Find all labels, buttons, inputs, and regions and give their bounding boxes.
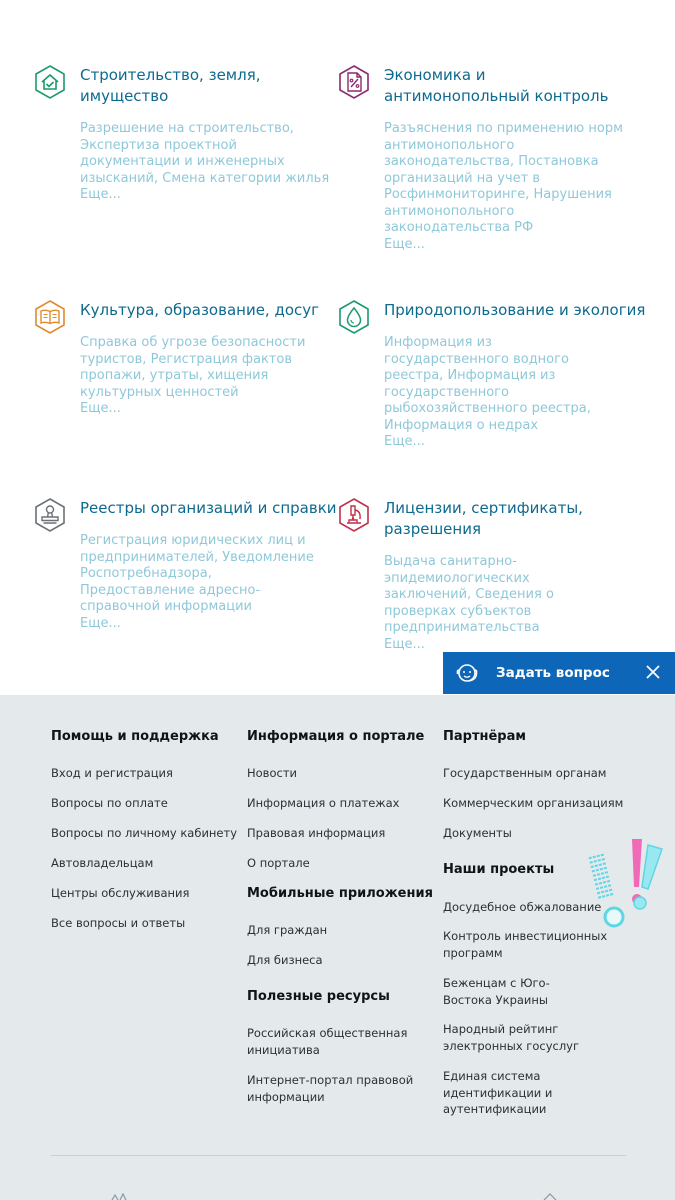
footer-link[interactable]: Досудебное обжалование bbox=[443, 900, 602, 914]
category-more-link[interactable]: Еще... bbox=[384, 236, 425, 252]
footer-heading-projects: Наши проекты bbox=[443, 862, 555, 877]
support-agent-icon bbox=[454, 660, 480, 686]
footer-divider bbox=[51, 1155, 626, 1156]
category-culture[interactable] bbox=[80, 300, 330, 418]
category-description: Разрешение на строительство, Экспертиза проектной документации и инженерных изысканий, Смена категории жилья bbox=[80, 121, 330, 186]
footer-heading-mobile: Мобильные приложения bbox=[247, 886, 433, 901]
category-licenses[interactable] bbox=[384, 498, 604, 653]
category-description: Информация из государственного водного реестра, Информация из государственного рыбохозяйственного реестра, Информация о недрах bbox=[384, 335, 591, 433]
footer-link[interactable]: Интернет-портал правовой информации bbox=[247, 1073, 414, 1104]
footer-heading-resources: Полезные ресурсы bbox=[247, 989, 390, 1004]
house-icon bbox=[32, 64, 68, 100]
category-registries[interactable] bbox=[80, 498, 337, 632]
book-icon bbox=[32, 299, 68, 335]
category-description: Разъяснения по применению норм антимонопольного законодательства, Постановка организаций на учет в Росфинмониторинге, Нарушения антимонопольного законодательства РФ bbox=[384, 121, 623, 235]
category-more-link[interactable]: Еще... bbox=[80, 187, 121, 202]
percent-document-icon bbox=[336, 64, 372, 100]
footer-link[interactable]: Автовладельцам bbox=[51, 856, 154, 870]
footer-link[interactable]: Документы bbox=[443, 826, 512, 840]
category-nature[interactable] bbox=[384, 300, 646, 451]
category-more-link[interactable]: Еще... bbox=[384, 434, 425, 449]
stamp-icon bbox=[32, 497, 68, 533]
category-title[interactable]: Строительство, земля, имущество bbox=[80, 66, 261, 105]
footer-link[interactable]: Для бизнеса bbox=[247, 953, 323, 967]
footer-link[interactable]: Вопросы по личному кабинету bbox=[51, 826, 238, 840]
footer-link[interactable]: Вопросы по оплате bbox=[51, 796, 168, 810]
footer-link[interactable]: Народный рейтинг электронных госуслуг bbox=[443, 1022, 580, 1053]
category-title[interactable]: Лицензии, сертификаты, разрешения bbox=[384, 499, 583, 538]
footer-link[interactable]: Контроль инвестиционных программ bbox=[443, 929, 608, 960]
category-title[interactable]: Природопользование и экология bbox=[384, 301, 646, 319]
footer-link[interactable]: Единая система идентификации и аутентификации bbox=[443, 1069, 553, 1116]
category-description: Справка об угрозе безопасности туристов, Регистрация фактов пропажи, утраты, хищения культурных ценностей bbox=[80, 335, 306, 400]
category-construction[interactable] bbox=[80, 65, 330, 204]
footer-link[interactable]: Государственным органам bbox=[443, 766, 607, 780]
footer-heading-portal: Информация о портале bbox=[247, 729, 425, 744]
footer-link[interactable]: Беженцам с Юго-Востока Украины bbox=[443, 976, 550, 1007]
footer-heading-help: Помощь и поддержка bbox=[51, 729, 219, 744]
category-title[interactable]: Культура, образование, досуг bbox=[80, 301, 320, 319]
category-more-link[interactable]: Еще... bbox=[384, 636, 425, 652]
ask-question-bar[interactable] bbox=[443, 652, 675, 694]
footer-link[interactable]: Для граждан bbox=[247, 923, 328, 937]
footer-link[interactable]: Центры обслуживания bbox=[51, 886, 190, 900]
footer-link[interactable]: Все вопросы и ответы bbox=[51, 916, 186, 930]
site-footer bbox=[0, 695, 675, 1200]
microscope-icon bbox=[336, 497, 372, 533]
emblem-partial-icon bbox=[110, 1193, 130, 1200]
close-icon[interactable] bbox=[645, 664, 661, 680]
ask-question-label[interactable]: Задать вопрос bbox=[496, 665, 610, 681]
footer-link[interactable]: Информация о платежах bbox=[247, 796, 400, 810]
exclamation-decoration-icon bbox=[584, 835, 668, 935]
footer-link[interactable]: Вход и регистрация bbox=[51, 766, 173, 780]
footer-link[interactable]: Новости bbox=[247, 766, 297, 780]
category-more-link[interactable]: Еще... bbox=[80, 401, 121, 416]
category-more-link[interactable]: Еще... bbox=[80, 615, 121, 631]
category-description: Выдача санитарно-эпидемиологических заключений, Сведения о проверках субъектов предпринимательства bbox=[384, 554, 554, 635]
footer-link[interactable]: О портале bbox=[247, 856, 310, 870]
category-economy[interactable] bbox=[384, 65, 624, 253]
category-title[interactable]: Экономика и антимонопольный контроль bbox=[384, 66, 609, 105]
category-title[interactable]: Реестры организаций и справки bbox=[80, 499, 337, 517]
footer-link[interactable]: Российская общественная инициатива bbox=[247, 1026, 408, 1057]
footer-link[interactable]: Коммерческим организациям bbox=[443, 796, 624, 810]
category-description: Регистрация юридических лиц и предпринимателей, Уведомление Роспотребнадзора, Предоставление адресно-справочной информации bbox=[80, 533, 314, 614]
drop-icon bbox=[336, 299, 372, 335]
footer-link[interactable]: Правовая информация bbox=[247, 826, 386, 840]
footer-heading-partners: Партнёрам bbox=[443, 729, 526, 744]
logo-partial-icon bbox=[540, 1193, 560, 1200]
